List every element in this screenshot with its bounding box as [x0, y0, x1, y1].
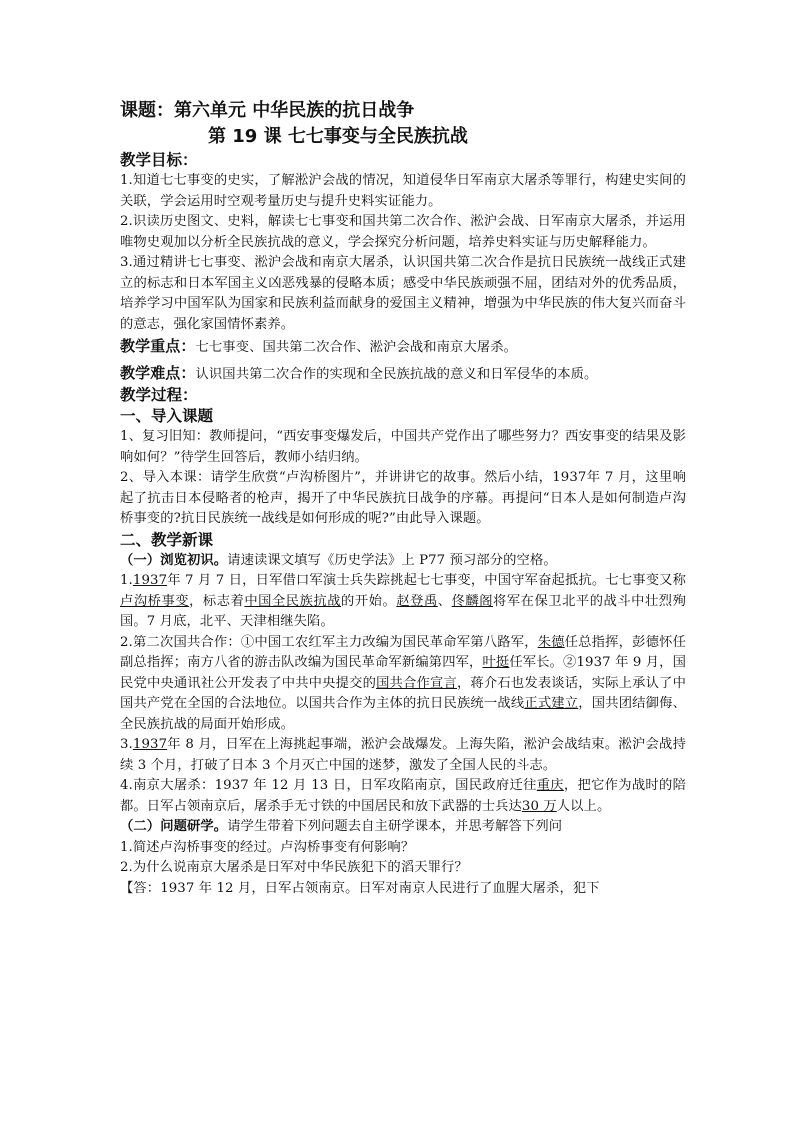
difficult-points-text: 认识国共第二次合作的实现和全民族抗战的意义和日军侵华的本质。 — [195, 366, 598, 382]
item-1-text-e: 将军在保卫北平的战斗中壮烈殉国。7 月底，北平、天津相继失陷。 — [120, 593, 687, 629]
item-2-blank-2: 叶挺 — [482, 655, 510, 670]
difficult-points-label: 教学难点： — [120, 363, 196, 382]
item-1-blank-2: 中国全民族抗战 — [244, 593, 342, 609]
item-4-blank-2: 30 万 — [521, 798, 557, 814]
document-page — [120, 98, 686, 899]
section-1-heading: 一、导入课题 — [120, 407, 214, 425]
item-2-blank-4: 正式建立 — [524, 696, 579, 711]
subsection-2 — [120, 817, 686, 838]
process-heading: 教学过程： — [120, 386, 198, 404]
subsection-2-text: 请学生带着下列问题去自主研学课本，并思考解答下列问 — [227, 819, 563, 834]
item-2 — [120, 633, 686, 736]
intro-2: 2、导入本课：请学生欣赏“卢沟桥图片”，并讲讲它的故事。然后小结，1937年 7 月，这里响起了抗击日本侵略者的枪声，揭开了中华民族抗日战争的序幕。再提问“日本人是如何制造卢沟桥事变的?抗日民族统一战线是如何形成的呢?”由此导入课题。 — [120, 470, 686, 526]
goal-2: 2.识读历史图文、史料，解读七七事变和国共第二次合作、淞沪会战、日军南京大屠杀，并运用唯物史观加以分析全民族抗战的意义，学会探究分析问题，培养史料实证与历史解释能力。 — [120, 214, 686, 250]
key-points-label: 教学重点： — [120, 337, 196, 355]
item-2-text-b: 任总指挥，彭德怀任副总指挥；南方八省的游击队改编为国民革命军新编第四军， — [120, 634, 686, 670]
question-2: 2.为什么说南京大屠杀是日军对中华民族犯下的滔天罪行？ — [120, 860, 468, 875]
item-1-year: 1937 — [132, 573, 168, 588]
key-points-text: 七七事变、国共第二次合作、淞沪会战和南京大屠杀。 — [195, 340, 518, 355]
item-2-blank-1: 朱德 — [537, 634, 565, 650]
item-1-text-a: 年 7 月 7 日，日军借口军演士兵失踪挑起七七事变，中国守军奋起抵抗。七七事变又称 — [167, 573, 686, 588]
item-2-text-a: 2.第二次国共合作：①中国工农红军主力改编为国民革命军第八路军， — [120, 634, 538, 650]
key-points — [120, 336, 686, 359]
subsection-2-label: （二）问题研学。 — [120, 819, 228, 834]
lesson-title: 课题：第六单元 中华民族的抗日战争 — [120, 100, 415, 121]
item-2-blank-3: 国共合作宣言 — [376, 675, 457, 691]
item-2-text-e: ，国共团结御侮、全民族抗战的局面开始形成。 — [120, 696, 687, 732]
item-1-blank-4: 佟麟阁 — [451, 593, 494, 609]
item-1-text-c: 的开始。 — [341, 593, 397, 609]
subsection-1-label: （一）浏览初识。 — [120, 552, 228, 568]
item-3-year: 1937 — [132, 737, 168, 752]
item-4-text-c: 人以上。 — [556, 798, 611, 814]
item-1-text-b: ，标志着 — [189, 593, 245, 609]
difficult-points — [120, 363, 686, 386]
item-4-text-b: ，把它作为战时的陪都。日军占领南京后，屠杀手无寸铁的中国居民和放下武器的士兵达 — [120, 778, 686, 814]
goal-1: 1.知道七七事变的史实，了解淞沪会战的情况，知道侵华日军南京大屠杀等罪行，构建史实间的关联，学会运用时空观考量历史与提升史料实证能力。 — [120, 173, 686, 209]
item-1-blank-3: 赵登禹 — [396, 593, 438, 609]
intro-1: 1、复习旧知：教师提问，“西安事变爆发后，中国共产党作出了哪些努力？西安事变的结果及影响如何？”待学生回答后，教师小结归纳。 — [120, 429, 686, 465]
goal-3: 3.通过精讲七七事变、淞沪会战和南京大屠杀，认识国共第二次合作是抗日民族统一战线正式建立的标志和日本军国主义凶恶残暴的侵略本质；感受中华民族顽强不屈，团结对外的优秀品质，培养学习中国军队为国家和民族利益而献身的爱国主义精神，增强为中华民族的伟大复兴而奋斗的意志，强化家国情怀素养。 — [120, 255, 686, 332]
item-3-num: 3. — [120, 737, 133, 752]
item-3-text: 年 8 月，日军在上海挑起事端，淞沪会战爆发。上海失陷，淞沪会战结束。淞沪会战持续 3 个月，打破了日本 3 个月灭亡中国的迷梦，激发了全国人民的斗志。 — [120, 737, 686, 773]
item-1-num: 1. — [120, 573, 133, 588]
item-2-text-c: 任军长。②1937 年 9 月，国民党中央通讯社公开发表了中共中央提交的 — [120, 655, 687, 691]
subsection-1 — [120, 551, 686, 572]
item-1-blank-1: 卢沟桥事变 — [120, 593, 190, 609]
section-2-heading: 二、教学新课 — [120, 530, 214, 549]
item-2-text-d: ，蒋介石也发表谈话，实际上承认了中国共产党在全国的合法地位。以国共合作为主体的抗日民族统一战线 — [120, 675, 686, 711]
question-1: 1.简述卢沟桥事变的经过。卢沟桥事变有何影响？ — [120, 839, 415, 855]
goals-heading: 教学目标： — [120, 151, 198, 169]
item-4 — [120, 776, 686, 817]
item-4-text-a: 4.南京大屠杀：1937 年 12 月 13 日，日军攻陷南京，国民政府迁往 — [120, 778, 537, 793]
item-1-text-d: 、 — [437, 593, 452, 609]
item-3 — [120, 735, 686, 776]
answer: 【答：1937 年 12 月，日军占领南京。日军对南京人民进行了血腥大屠杀，犯下 — [120, 880, 600, 896]
lesson-subtitle: 第 19 课 七七事变与全民族抗战 — [208, 126, 468, 147]
item-1 — [120, 571, 686, 633]
item-4-blank-1: 重庆 — [536, 778, 564, 793]
subsection-1-text: 请速读课文填写《历史学法》上 P77 预习部分的空格。 — [227, 552, 557, 568]
